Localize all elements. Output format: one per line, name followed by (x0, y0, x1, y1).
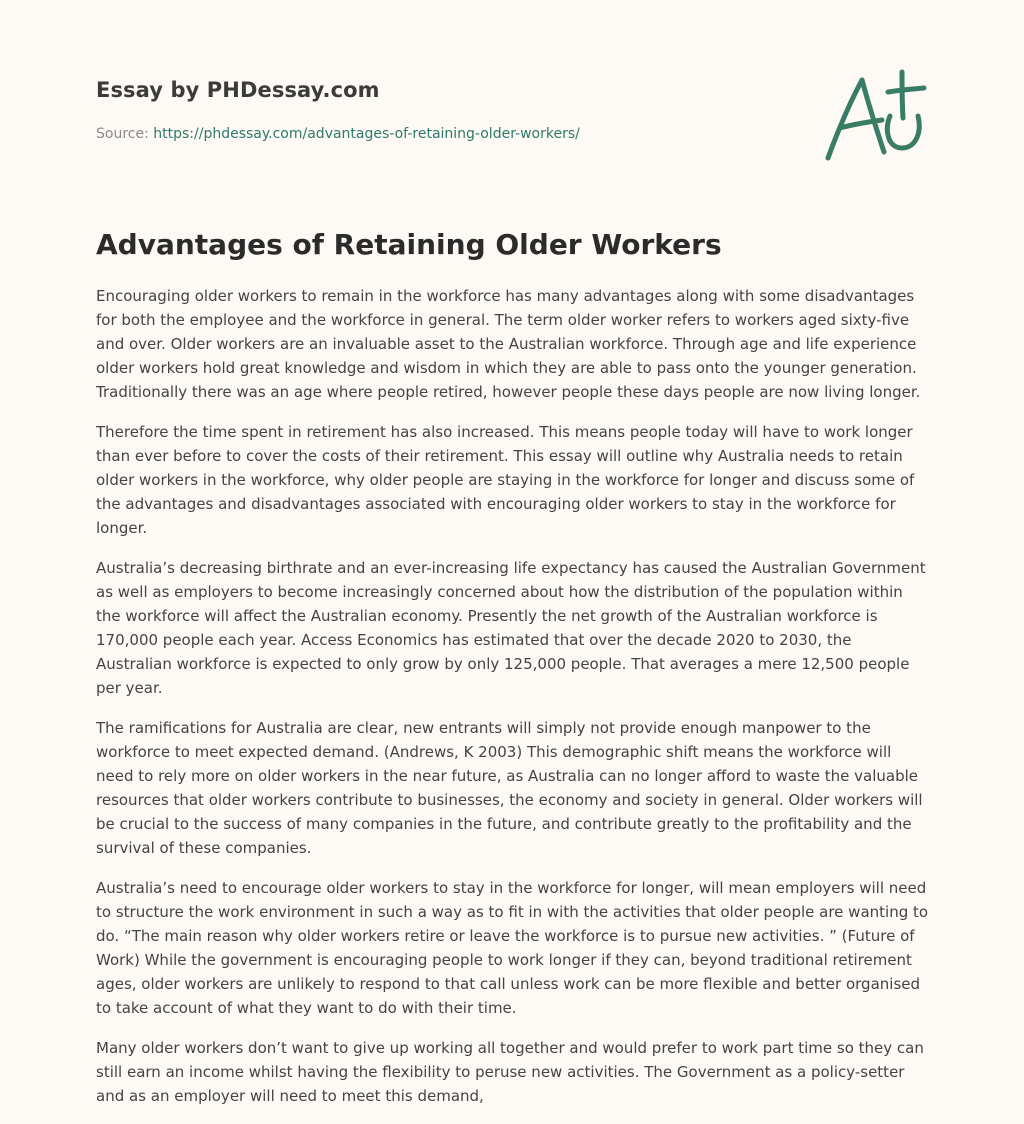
essay-paragraph: Australia’s need to encourage older workers to stay in the workforce for longer, will mean employers will need to structure the work environment in such a way as to fit in with the activities that older people are wanting to do. “The main reason why older workers retire or leave the workforce is to pursue new activities. ” (Future of Work) While the government is encouraging people to work longer if they can, beyond traditional retirement ages, older workers are unlikely to respond to that call unless work can be more flexible and better organised to take account of what they want to do with their time. (96, 879, 929, 1017)
essay-paragraph: Many older workers don’t want to give up working all together and would prefer to work part time so they can still earn an income whilst having the flexibility to peruse new activities. The Government as a policy-setter and as an employer will need to meet this demand, (96, 1039, 924, 1105)
essay-body (96, 284, 930, 1124)
page-header (96, 76, 796, 144)
brand-title: Essay by PHDessay.com (96, 78, 380, 102)
essay-paragraph: Therefore the time spent in retirement has also increased. This means people today will have to work longer than ever before to cover the costs of their retirement. This essay will outline why Australia needs to retain older workers in the workforce, why older people are staying in the workforce for longer and discuss some of the advantages and disadvantages associated with encouraging older workers to stay in the workforce for longer. (96, 423, 915, 537)
source-label: Source: (96, 126, 154, 142)
essay-paragraph: The ramifications for Australia are clear, new entrants will simply not provide enough manpower to the workforce to meet expected demand. (Andrews, K 2003) This demographic shift means the workforce will need to rely more on older workers in the near future, as Australia can no longer afford to waste the valuable resources that older workers contribute to businesses, the economy and society in general. Older workers will be crucial to the success of many companies in the future, and contribute greatly to the profitability and the survival of these companies. (96, 719, 923, 857)
source-line (96, 124, 796, 144)
essay-paragraph: Australia’s decreasing birthrate and an ever-increasing life expectancy has caused the Australian Government as well as employers to become increasingly concerned about how the distribution of the population within the workforce will affect the Australian economy. Presently the net growth of the Australian workforce is 170,000 people each year. Access Economics has estimated that over the decade 2020 to 2030, the Australian workforce is expected to only grow by only 125,000 people. That averages a mere 12,500 people per year. (96, 559, 926, 697)
essay-title: Advantages of Retaining Older Workers (96, 228, 722, 261)
source-link[interactable]: https://phdessay.com/advantages-of-retaining-older-workers/ (153, 126, 580, 142)
essay-paragraph: Encouraging older workers to remain in the workforce has many advantages along with some disadvantages for both the employee and the workforce in general. The term older worker refers to workers aged sixty-five and over. Older workers are an invaluable asset to the Australian workforce. Through age and life experience older workers hold great knowledge and wisdom in which they are able to pass onto the younger generation. Traditionally there was an age where people retired, however people these days people are now living longer. (96, 287, 921, 401)
a-plus-grade-icon (818, 66, 934, 166)
